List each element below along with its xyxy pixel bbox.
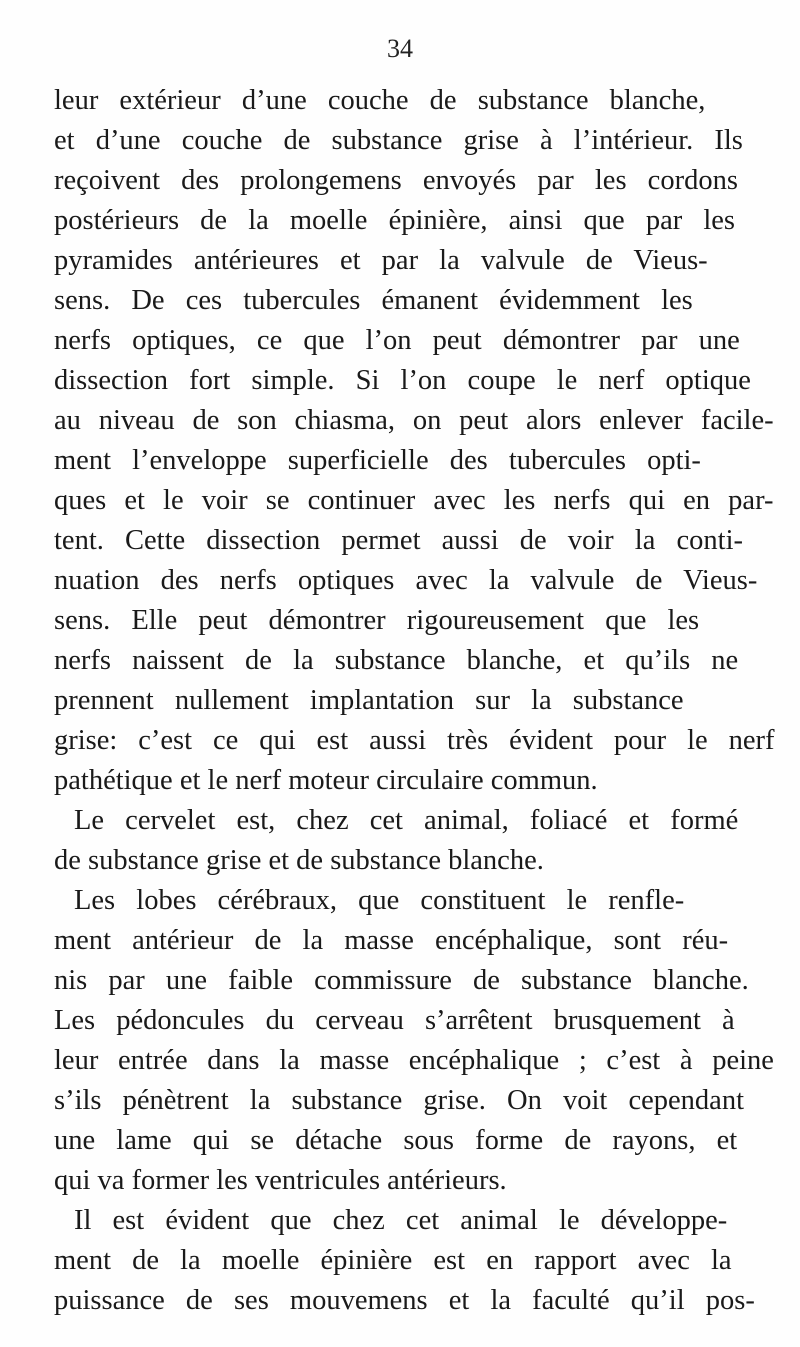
text-line: nuation des nerfs optiques avec la valvule de Vieus- <box>54 565 758 596</box>
text-line: pyramides antérieures et par la valvule de Vieus- <box>54 245 708 276</box>
text-line: sens. De ces tubercules émanent évidemment les <box>54 285 693 316</box>
page-number: 34 <box>387 34 413 63</box>
text-line: reçoivent des prolongemens envoyés par les cordons <box>54 165 738 196</box>
text-line: au niveau de son chiasma, on peut alors enlever facile- <box>54 405 774 436</box>
text-line: Les lobes cérébraux, que constituent le renfle- <box>74 885 685 916</box>
text-line: ques et le voir se continuer avec les nerfs qui en par- <box>54 485 774 516</box>
text-line: une lame qui se détache sous forme de rayons, et <box>54 1125 738 1156</box>
text-line: ment antérieur de la masse encéphalique, sont réu- <box>54 925 729 956</box>
text-line: dissection fort simple. Si l’on coupe le nerf optique <box>54 365 751 396</box>
text-line: nerfs naissent de la substance blanche, et qu’ils ne <box>54 645 739 676</box>
text-line: puissance de ses mouvemens et la faculté qu’il pos- <box>54 1285 755 1316</box>
text-line: postérieurs de la moelle épinière, ainsi que par les <box>54 205 735 236</box>
text-line: ment de la moelle épinière est en rapport avec la <box>54 1245 732 1276</box>
text-line: leur extérieur d’une couche de substance blanche, <box>54 85 706 116</box>
text-line: de substance grise et de substance blanche. <box>54 845 544 876</box>
text-line: nerfs optiques, ce que l’on peut démontrer par une <box>54 325 740 356</box>
text-line: qui va former les ventricules antérieurs. <box>54 1165 507 1196</box>
text-line: s’ils pénètrent la substance grise. On voit cependant <box>54 1085 744 1116</box>
text-line: nis par une faible commissure de substance blanche. <box>54 965 749 996</box>
text-line: et d’une couche de substance grise à l’intérieur. Ils <box>54 125 743 156</box>
text-line: prennent nullement implantation sur la substance <box>54 685 684 716</box>
text-line: Le cervelet est, chez cet animal, foliacé et formé <box>74 805 739 836</box>
text-line: grise: c’est ce qui est aussi très évident pour le nerf <box>54 725 775 756</box>
text-line: ment l’enveloppe superficielle des tubercules opti- <box>54 445 701 476</box>
text-line: sens. Elle peut démontrer rigoureusement que les <box>54 605 700 636</box>
body-text <box>54 81 774 1321</box>
text-line: tent. Cette dissection permet aussi de voir la conti- <box>54 525 743 556</box>
text-line: pathétique et le nerf moteur circulaire commun. <box>54 765 598 796</box>
text-line: Il est évident que chez cet animal le développe- <box>74 1205 728 1236</box>
text-line: leur entrée dans la masse encéphalique ; c’est à peine <box>54 1045 774 1076</box>
text-line: Les pédoncules du cerveau s’arrêtent brusquement à <box>54 1005 735 1036</box>
